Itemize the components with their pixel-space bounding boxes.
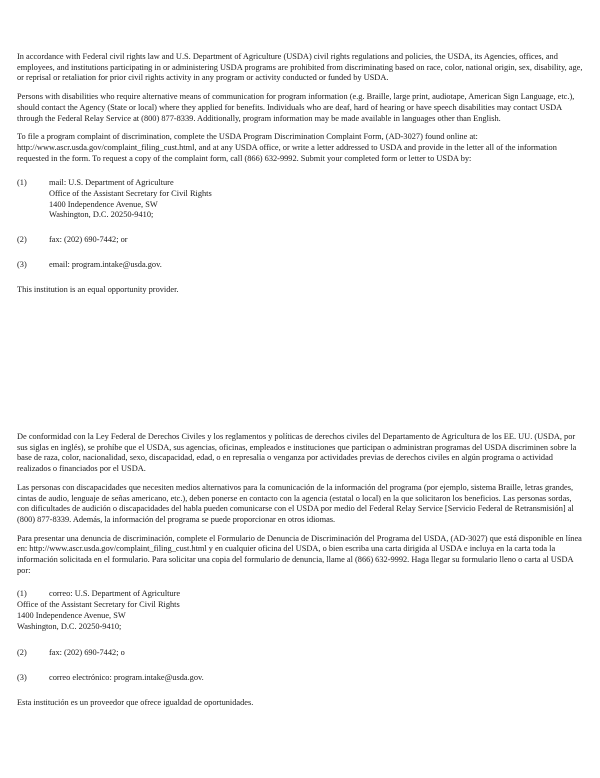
en-list-item-mail	[17, 178, 583, 221]
es-equal-opportunity-statement: Esta institución es un proveedor que ofrece igualdad de oportunidades.	[17, 697, 254, 707]
es-list-item-fax	[17, 648, 583, 659]
es-mail-line: Office of the Assistant Secretary for Civil Rights	[17, 600, 180, 610]
es-mail-line: 1400 Independence Avenue, SW	[17, 610, 126, 620]
en-list-number: (2)	[17, 235, 27, 245]
es-email-address: correo electrónico: program.intake@usda.gov.	[49, 672, 204, 682]
es-list-number: (1)	[17, 589, 27, 599]
en-mail-line: 1400 Independence Avenue, SW	[49, 199, 158, 209]
en-list-item-fax	[17, 235, 583, 246]
spanish-nondiscrimination-statement	[17, 432, 583, 718]
en-list-number: (1)	[17, 178, 27, 188]
en-fax-number: fax: (202) 690-7442; or	[49, 235, 128, 245]
en-paragraph-complaint: To file a program complaint of discrimination, complete the USDA Program Discrimination Complaint Form, (AD-3027) found online at: http://www.ascr.usda.gov/complaint_filing_cust.html, and at any USDA office, or write a letter addressed to USDA and provide in the letter all of the information requested in the form. To request a copy of the complaint form, call (866) 632-9992. Submit your completed form or letter to USDA by:	[17, 132, 557, 163]
es-paragraph-civil-rights: De conformidad con la Ley Federal de Derechos Civiles y los reglamentos y políticas de derechos civiles del Departamento de Agricultura de los EE. UU. (USDA, por sus siglas en inglés), se prohíbe que el USDA, sus agencias, oficinas, empleados e instituciones que participan o administran programas del USDA discriminen sobre la base de raza, color, nacionalidad, sexo, discapacidad, edad, o en represalia o venganza por actividades previas de derechos civiles en algún programa o actividad realizados o financiados por el USDA.	[17, 432, 577, 474]
es-list-item-mail	[17, 589, 583, 632]
es-paragraph-complaint: Para presentar una denuncia de discriminación, complete el Formulario de Denuncia de Discriminación del Programa del USDA, (AD-3027) que está disponible en línea en: http://www.ascr.usda.gov/complaint_filing_cust.html y en cualquier oficina del USDA, o bien escriba una carta dirigida al USDA e incluya en la carta toda la información solicitada en el formulario. Para solicitar una copia del formulario de denuncia, llame al (866) 632-9992. Haga llegar su formulario lleno o carta al USDA por:	[17, 533, 582, 575]
en-paragraph-disabilities: Persons with disabilities who require alternative means of communication for program information (e.g. Braille, large print, audiotape, American Sign Language, etc.), should contact the Agency (State or local) where they applied for benefits. Individuals who are deaf, hard of hearing or have speech disabilities may contact USDA through the Federal Relay Service at (800) 877-8339. Additionally, program information may be made available in languages other than English.	[17, 92, 575, 123]
en-mail-line: Office of the Assistant Secretary for Civil Rights	[49, 189, 212, 199]
en-mail-line: Washington, D.C. 20250-9410;	[49, 210, 154, 220]
en-mail-address	[49, 178, 583, 221]
en-list-number: (3)	[17, 259, 27, 269]
es-list-item-email	[17, 673, 583, 684]
es-list-number: (2)	[17, 648, 27, 658]
en-mail-line: mail: U.S. Department of Agriculture	[49, 178, 174, 188]
es-mail-first-line	[17, 589, 583, 600]
en-list-item-email	[17, 260, 583, 271]
es-mail-line: Washington, D.C. 20250-9410;	[17, 621, 122, 631]
es-list-number: (3)	[17, 672, 27, 682]
english-nondiscrimination-statement	[17, 52, 583, 305]
es-paragraph-disabilities: Las personas con discapacidades que necesiten medios alternativos para la comunicación de la información del programa (por ejemplo, sistema Braille, letras grandes, cintas de audio, lenguaje de señas americano, etc.), deben ponerse en contacto con la agencia (estatal o local) en la que solicitaron los beneficios. Las personas sordas, con dificultades de audición o discapacidades del habla pueden comunicarse con el USDA por medio del Federal Relay Service [Servicio Federal de Retransmisión] al (800) 877-8339. Además, la información del programa se puede proporcionar en otros idiomas.	[17, 482, 574, 524]
en-email-address: email: program.intake@usda.gov.	[49, 259, 162, 269]
es-fax-number: fax: (202) 690-7442; o	[49, 648, 125, 658]
es-mail-recipient: correo: U.S. Department of Agriculture	[49, 589, 181, 599]
en-paragraph-civil-rights: In accordance with Federal civil rights law and U.S. Department of Agriculture (USDA) civil rights regulations and policies, the USDA, its Agencies, offices, and employees, and institutions participating in or administering USDA programs are prohibited from discriminating based on race, color, national origin, sex, disability, age, or reprisal or retaliation for prior civil rights activity in any program or activity conducted or funded by USDA.	[17, 52, 583, 83]
en-equal-opportunity-statement: This institution is an equal opportunity provider.	[17, 284, 179, 294]
